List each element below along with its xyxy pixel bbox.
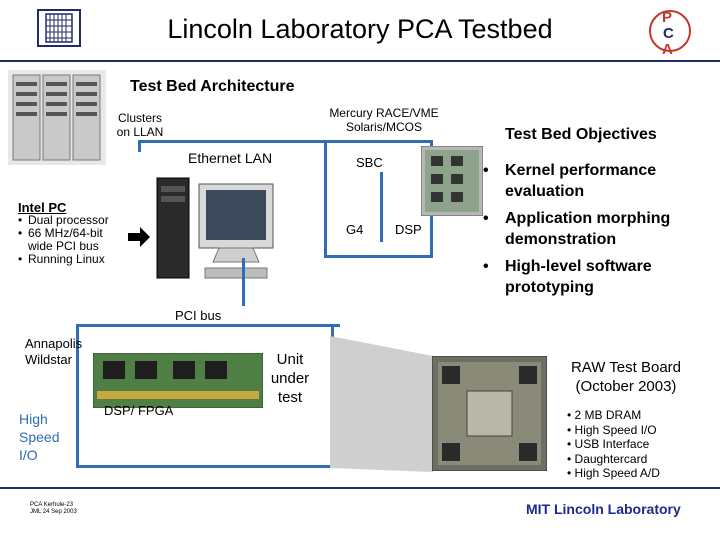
annapolis-label: Annapolis Wildstar (25, 336, 83, 367)
objective-item: • High-level software prototyping (483, 258, 652, 296)
objectives-title: Test Bed Objectives (505, 126, 657, 143)
clusters-label: Clusters on LLAN (116, 111, 164, 139)
architecture-title: Test Bed Architecture (130, 78, 295, 95)
g4-dsp-divider (380, 172, 383, 242)
mercury-bottom-line (324, 255, 433, 258)
mercury-left-line (324, 140, 327, 258)
high-speed-io-label: High Speed I/O (19, 411, 60, 463)
raw-board-list (567, 408, 660, 481)
page-title: Lincoln Laboratory PCA Testbed (167, 14, 553, 44)
arrow-right-icon (128, 226, 150, 248)
ethernet-lan-line (138, 140, 430, 143)
intel-pc-title: Intel PC (18, 200, 67, 215)
pci-bus-label: PCI bus (175, 308, 222, 323)
wildstar-board-image (93, 353, 263, 408)
slide-id: PCA Kerhule-23 JML 24 Sep 2003 (30, 502, 77, 515)
raw-board-item: • High Speed A/D (567, 466, 660, 481)
footer-rule (0, 487, 720, 489)
dsp-label: DSP (395, 222, 422, 237)
raw-board-image (432, 356, 547, 471)
pca-logo-icon (648, 4, 692, 58)
raw-board-item: • 2 MB DRAM (567, 408, 642, 422)
objective-item: • Application morphing demonstration (483, 210, 671, 248)
header-rule (0, 60, 720, 62)
ethernet-lan-label: Ethernet LAN (188, 150, 273, 166)
svg-text:P: P (662, 9, 673, 26)
footer-org: MIT Lincoln Laboratory (526, 501, 681, 517)
objectives-list (483, 160, 718, 304)
ethernet-left-drop (138, 140, 141, 152)
unit-under-test-label: Unit under test (270, 351, 310, 406)
g4-label: G4 (346, 222, 364, 237)
pc-to-pci-line (242, 258, 245, 306)
dsp-fpga-label: DSP/ FPGA (104, 403, 174, 418)
intel-pc-list (18, 214, 138, 266)
mercury-label: Mercury RACE/VME Solaris/MCOS (329, 106, 439, 134)
projection-shape (330, 330, 435, 485)
intel-pc-item: • Running Linux (18, 252, 105, 266)
raw-board-item: • High Speed I/O (567, 422, 657, 437)
raw-board-item: • Daughtercard (567, 451, 648, 466)
lincoln-lab-logo-icon (36, 8, 82, 48)
sbc-label: SBC (356, 155, 383, 170)
svg-text:A: A (662, 41, 673, 58)
objective-item: • Kernel performance evaluation (483, 162, 657, 200)
mercury-board-image (421, 146, 483, 216)
cluster-rack-image (8, 70, 106, 165)
raw-board-title: RAW Test Board (October 2003) (570, 359, 682, 395)
intel-pc-item: • 66 MHz/64-bit wide PCI bus (18, 226, 103, 253)
svg-text:C: C (663, 25, 674, 42)
intel-pc-image (155, 170, 275, 285)
intel-pc-item: • Dual processor (18, 213, 109, 227)
raw-board-item: • USB Interface (567, 437, 650, 452)
